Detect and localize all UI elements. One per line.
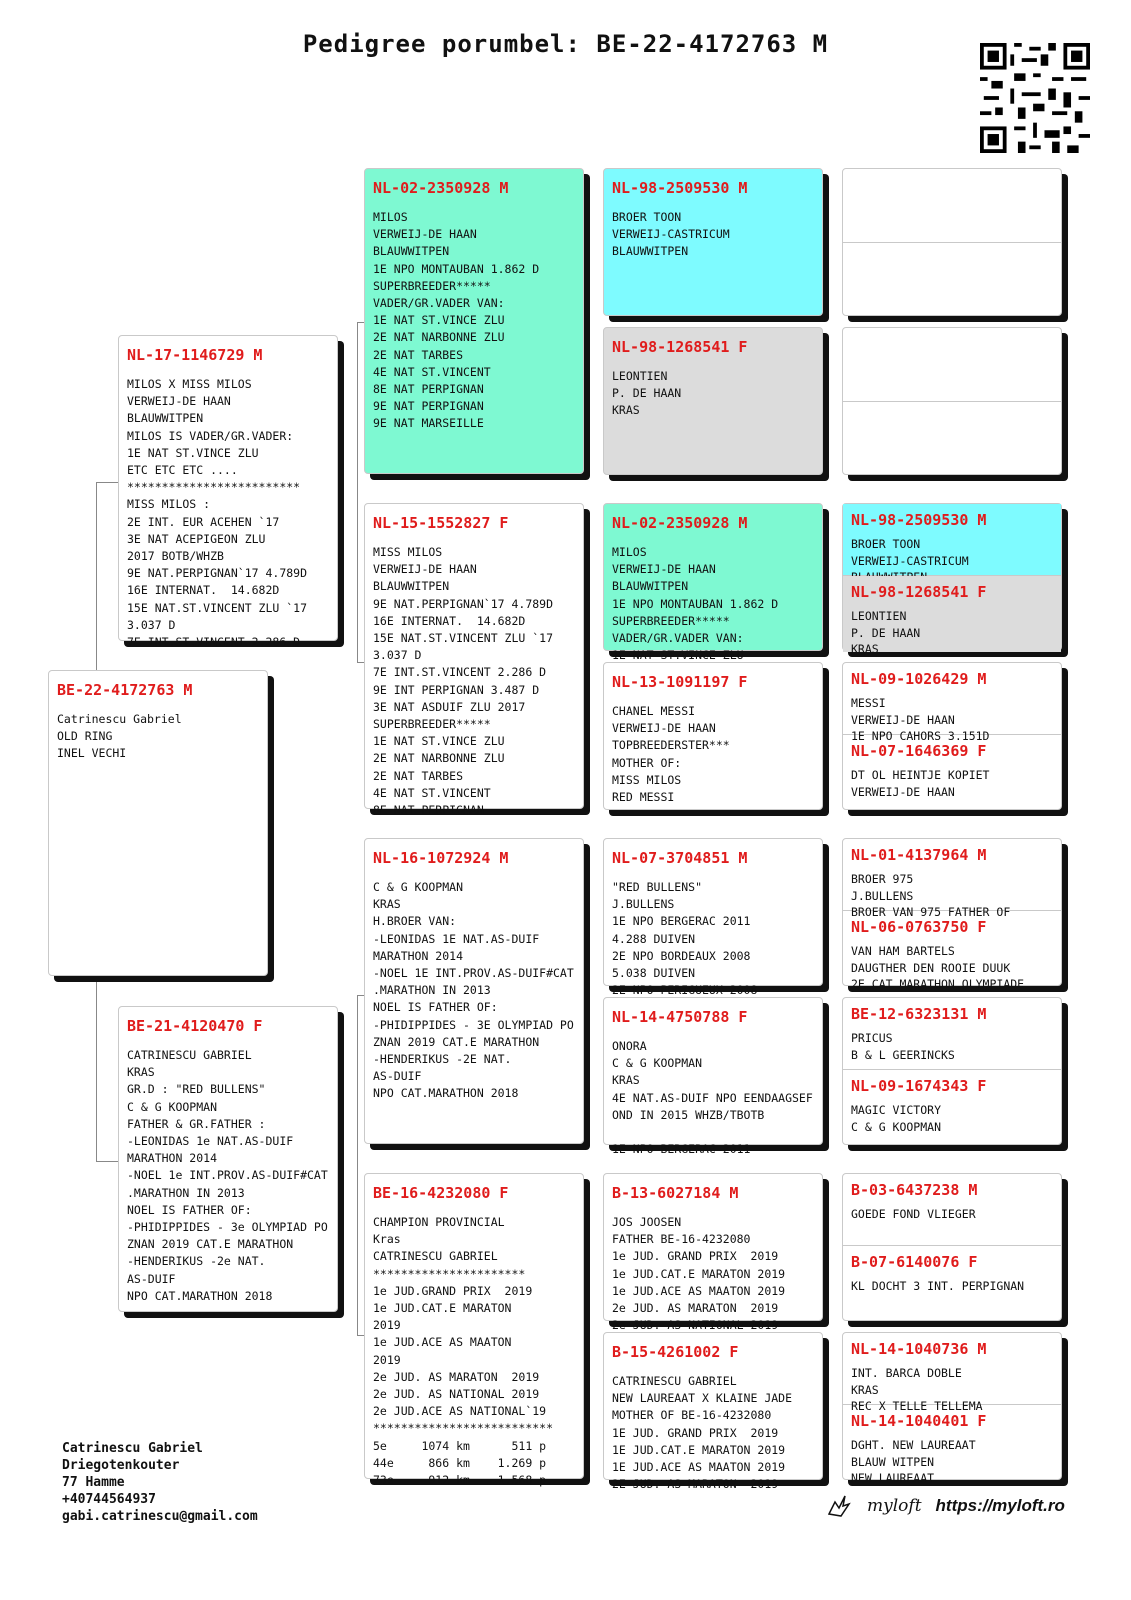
detail-line: VERWEIJ-DE HAAN xyxy=(851,712,955,727)
g4-6-bottom-ring-number: NL-09-1674343 F xyxy=(851,1077,987,1095)
detail-line: BLAUWWITPEN xyxy=(612,244,689,259)
detail-line: 3E NAT ASDUIF ZLU 2017 xyxy=(373,699,526,714)
g4-4-bottom xyxy=(843,735,1061,811)
g4-7-bottom-ring-number: B-07-6140076 F xyxy=(851,1253,978,1271)
detail-line: 1E JUD.ACE AS MAATON 2019 xyxy=(612,1460,786,1475)
great-grandparent-1-ring-number: NL-98-2509530 M xyxy=(612,179,748,197)
g4-4-bottom-ring-number: NL-07-1646369 F xyxy=(851,742,987,760)
g4-1-top xyxy=(843,169,1061,243)
detail-line: Catrinescu Gabriel xyxy=(62,1441,203,1456)
detail-line: GR.D : "RED BULLENS" xyxy=(127,1082,266,1097)
g4-3-bottom xyxy=(843,576,1061,656)
g4-7-top-ring-number: B-03-6437238 M xyxy=(851,1181,978,1199)
detail-line: 4E NAT ST.VINCENT xyxy=(373,364,491,379)
g4-2-top-details xyxy=(843,340,1061,342)
detail-line: VERWEIJ-DE HAAN xyxy=(612,721,716,736)
detail-line: SUPERBREEDER***** xyxy=(373,278,491,293)
great-grandparent-4-details xyxy=(604,699,822,806)
detail-line: 2E NAT NARBONNE ZLU xyxy=(373,751,505,766)
g4-7-bottom-details xyxy=(843,1276,1061,1295)
detail-line: -------------------------- xyxy=(127,1306,308,1321)
grandparent-2-ring-number: NL-15-1552827 F xyxy=(373,514,509,532)
detail-line: 8E NAT PERPIGNAN xyxy=(373,803,484,818)
grandparent-1-ring-number: NL-02-2350928 M xyxy=(373,179,509,197)
detail-line: DT OL HEINTJE KOPIET xyxy=(851,768,990,782)
detail-line: J.BULLENS xyxy=(612,897,675,912)
g4-box-2[interactable] xyxy=(842,327,1062,475)
detail-line: 1E NPO CAHORS 3.151D xyxy=(851,729,990,743)
detail-line: VERWEIJ-CASTRICUM xyxy=(612,227,730,242)
detail-line: 4.288 DUIVEN xyxy=(612,931,696,946)
detail-line: 2e JUD. AS MARATON 2019 xyxy=(612,1301,779,1316)
great-grandparent-5-details xyxy=(604,875,822,999)
grandparent-card-3[interactable] xyxy=(364,838,584,1144)
g4-box-5[interactable] xyxy=(842,838,1062,991)
detail-line: 1E JUD.CAT.E MARATON 2019 xyxy=(612,1442,786,1457)
detail-line: 1E NPO MONTAUBAN 1.862 D xyxy=(373,261,540,276)
detail-line: 1E NAT ST.VINCE ZLU xyxy=(127,445,259,460)
detail-line: ETC ETC ETC .... xyxy=(127,463,238,478)
detail-line: 9E NAT.PERPIGNAN`17 4.789D xyxy=(127,566,308,581)
g4-6-top-details xyxy=(843,1028,1061,1063)
g4-5-bottom-ring-number: NL-06-0763750 F xyxy=(851,918,987,936)
detail-line: -PHIDIPPIDES - 3E OLYMPIAD PO xyxy=(373,1017,574,1032)
g4-box-8[interactable] xyxy=(842,1332,1062,1485)
detail-line: BROER 975 xyxy=(851,872,914,886)
detail-line: OLD RING xyxy=(57,729,113,744)
detail-line: BLAUWWITPEN xyxy=(373,579,450,594)
dam-card[interactable] xyxy=(118,1006,338,1321)
detail-line: DAUGTHER DEN ROOIE DUUK xyxy=(851,960,1011,975)
detail-line: MESSI xyxy=(851,696,886,710)
detail-line: C & G KOOPMAN xyxy=(851,1119,942,1134)
detail-line: MISS MILOS xyxy=(612,772,682,787)
g4-8-top-ring-number: NL-14-1040736 M xyxy=(851,1340,987,1358)
detail-line: CATRINESCU GABRIEL xyxy=(373,1249,498,1264)
detail-line: SUPERBREEDER***** xyxy=(612,613,730,628)
detail-line: MOTHER OF: xyxy=(612,755,682,770)
detail-line: 7E INT.ST.VINCENT 2.286 D xyxy=(127,635,301,650)
detail-line: 1e JUD.ACE AS MAATON 2019 xyxy=(612,1283,786,1298)
detail-line: NEW LAUREAAT X KLAINE JADE xyxy=(612,1391,793,1406)
detail-line: CATRINESCU GABRIEL xyxy=(127,1048,252,1062)
g4-box-4[interactable] xyxy=(842,662,1062,810)
detail-line: 1E JUD. GRAND PRIX 2019 xyxy=(612,1425,779,1440)
grandparent-2-details xyxy=(365,540,583,819)
detail-line: BROER TOON xyxy=(612,210,682,224)
detail-line: MILOS xyxy=(373,210,408,224)
g4-box-1[interactable] xyxy=(842,168,1062,316)
great-grandparent-7-ring-number: B-13-6027184 M xyxy=(612,1184,739,1202)
detail-line: ZNAN 2019 CAT.E MARATHON xyxy=(127,1237,294,1252)
great-grandparent-card-5[interactable] xyxy=(603,838,823,998)
g4-2-bottom-details xyxy=(843,414,1061,416)
grandparent-1-details xyxy=(365,205,583,433)
detail-line: VERWEIJ-DE HAAN xyxy=(127,394,231,409)
g4-8-bottom xyxy=(843,1405,1061,1485)
great-grandparent-card-8[interactable] xyxy=(603,1332,823,1492)
detail-line: VERWEIJ-DE HAAN xyxy=(612,562,716,577)
detail-line: 1E NAT ST.VINCE ZLU xyxy=(373,734,505,749)
detail-line: 2E NPO PERIGUEUX 2008 xyxy=(612,983,758,998)
detail-line: RED MESSI xyxy=(612,790,675,805)
detail-line: 16E INTERNAT. 14.682D xyxy=(127,583,280,598)
detail-line: CHANEL MESSI xyxy=(612,704,696,718)
detail-line: CATRINESCU GABRIEL xyxy=(612,1374,737,1388)
g4-4-top xyxy=(843,663,1061,743)
detail-line: 2e JUD. AS MARATON 2019 xyxy=(373,1369,540,1384)
detail-line: -LEONIDAS 1e NAT.AS-DUIF xyxy=(127,1134,294,1149)
detail-line: 1E NAT ST.VINCE ZLU xyxy=(612,648,744,663)
detail-line: 1E NPO BERGERAC 2011 xyxy=(612,1142,751,1157)
detail-line: VAN HAM BARTELS xyxy=(851,944,955,958)
detail-line: INT. BARCA DOBLE xyxy=(851,1366,962,1380)
detail-line: 73e 912 km 1.568 p xyxy=(373,1473,547,1488)
detail-line: BROER TOON xyxy=(851,537,921,551)
detail-line: ************************* xyxy=(127,480,301,495)
sire-details xyxy=(119,372,337,651)
detail-line: -HENDERIKUS -2E NAT. xyxy=(373,1052,512,1067)
subject-card[interactable] xyxy=(48,670,268,976)
great-grandparent-6-details xyxy=(604,1034,822,1158)
detail-line: 1E NPO MONTAUBAN 1.862 D xyxy=(612,596,779,611)
detail-line: 8E NAT PERPIGNAN xyxy=(373,382,484,397)
detail-line: KRAS xyxy=(851,642,879,656)
detail-line: -PHIDIPPIDES - 3e OLYMPIAD PO xyxy=(127,1220,328,1235)
detail-line: KRAS xyxy=(612,403,640,418)
detail-line: C & G KOOPMAN xyxy=(127,1099,218,1114)
g4-box-3[interactable] xyxy=(842,503,1062,656)
detail-line: MILOS xyxy=(612,545,647,559)
grandparent-4-details xyxy=(365,1210,583,1489)
great-grandparent-card-1[interactable] xyxy=(603,168,823,316)
great-grandparent-4-ring-number: NL-13-1091197 F xyxy=(612,673,748,691)
pigeon-icon xyxy=(825,1492,853,1520)
detail-line: MILOS IS VADER/GR.VADER: xyxy=(127,428,294,443)
g4-box-7[interactable] xyxy=(842,1173,1062,1321)
g4-2-bottom xyxy=(843,402,1061,476)
detail-line: 2E NAT NARBONNE ZLU xyxy=(373,330,505,345)
detail-line: NOEL IS FATHER OF: xyxy=(127,1202,252,1217)
detail-line: B & L GEERINCKS xyxy=(851,1047,955,1062)
detail-line: 5e 1074 km 511 p xyxy=(373,1438,547,1453)
great-grandparent-card-7[interactable] xyxy=(603,1173,823,1333)
detail-line: INEL VECHI xyxy=(57,746,127,761)
detail-line: 7E INT.ST.VINCENT 2.286 D xyxy=(373,665,547,680)
detail-line: FATHER BE-16-4232080 xyxy=(612,1232,751,1247)
g4-1-top-details xyxy=(843,181,1061,183)
detail-line: gabi.catrinescu@gmail.com xyxy=(62,1509,258,1524)
owner-contact xyxy=(62,1440,258,1525)
grandparent-card-4[interactable] xyxy=(364,1173,584,1488)
detail-line: VADER/GR.VADER VAN: xyxy=(373,296,505,311)
detail-line: 5.038 DUIVEN xyxy=(612,966,696,981)
detail-line: -HENDERIKUS -2e NAT. xyxy=(127,1254,266,1269)
detail-line: 2E NAT TARBES xyxy=(373,347,464,362)
detail-line: KRAS xyxy=(127,1065,155,1080)
detail-line: DGHT. NEW LAUREAAT xyxy=(851,1438,976,1452)
detail-line: MARATHON 2014 xyxy=(373,948,464,963)
detail-line: VERWEIJ-DE HAAN xyxy=(373,227,477,242)
detail-line: 2E CAT MARATHON OLYMPIADE xyxy=(851,977,1025,991)
detail-line: J.BULLENS xyxy=(851,888,914,903)
great-grandparent-card-3[interactable] xyxy=(603,503,823,663)
detail-line: MAGIC VICTORY xyxy=(851,1103,942,1117)
detail-line: VERWEIJ-DE HAAN xyxy=(373,562,477,577)
detail-line: VERWEIJ-DE HAAN xyxy=(851,784,955,799)
great-grandparent-5-ring-number: NL-07-3704851 M xyxy=(612,849,748,867)
detail-line: NPO CAT.MARATHON 2018 xyxy=(127,1288,273,1303)
detail-line: P. DE HAAN xyxy=(851,625,921,640)
detail-line: BLAUWWITPEN xyxy=(373,244,450,259)
g4-8-top xyxy=(843,1333,1061,1413)
detail-line: ONORA xyxy=(612,1039,647,1053)
great-grandparent-7-details xyxy=(604,1210,822,1334)
detail-line: MISS MILOS : xyxy=(127,497,211,512)
detail-line: AS-DUIF xyxy=(127,1271,176,1286)
detail-line: KRAS xyxy=(851,1382,879,1397)
detail-line: "RED BULLENS" xyxy=(612,880,703,894)
g4-5-bottom xyxy=(843,911,1061,991)
grandparent-card-2[interactable] xyxy=(364,503,584,818)
detail-line: -NOEL 1E INT.PROV.AS-DUIF#CAT xyxy=(373,966,574,981)
detail-line: LEONTIEN xyxy=(612,369,668,383)
g4-6-bottom-details xyxy=(843,1100,1061,1135)
detail-line: 1e JUD.CAT.E MARATON 2019 xyxy=(612,1266,786,1281)
g4-2-bottom-ring-number xyxy=(843,402,1061,414)
g4-2-top-ring-number xyxy=(843,328,1061,340)
g4-5-bottom-details xyxy=(843,941,1061,993)
g4-7-top xyxy=(843,1174,1061,1246)
detail-line: NEW LAUREAAT xyxy=(851,1471,935,1485)
g4-4-top-ring-number: NL-09-1026429 M xyxy=(851,670,987,688)
g4-6-bottom xyxy=(843,1070,1061,1146)
detail-line: 4E NAT ST.VINCENT xyxy=(373,785,491,800)
detail-line: 1e JUD.GRAND PRIX 2019 xyxy=(373,1283,533,1298)
detail-line: H.BROER VAN: xyxy=(373,914,457,929)
detail-line: JOS JOOSEN xyxy=(612,1215,682,1229)
great-grandparent-8-ring-number: B-15-4261002 F xyxy=(612,1343,739,1361)
detail-line: VERWEIJ-CASTRICUM xyxy=(851,553,969,568)
detail-line: VADER/GR.VADER VAN: xyxy=(612,631,744,646)
detail-line: 3.037 D xyxy=(127,617,176,632)
g4-6-top-ring-number: BE-12-6323131 M xyxy=(851,1005,987,1023)
detail-line: 2e JUD. AS NATIONAL 2019 xyxy=(373,1387,540,1402)
great-grandparent-2-ring-number: NL-98-1268541 F xyxy=(612,338,748,356)
g4-1-bottom-details xyxy=(843,255,1061,257)
great-grandparent-1-details xyxy=(604,205,822,261)
great-grandparent-card-6[interactable] xyxy=(603,997,823,1157)
great-grandparent-card-4[interactable] xyxy=(603,662,823,810)
detail-line: .MARATHON IN 2013 xyxy=(373,983,491,998)
detail-line: OND IN 2015 WHZB/TBOTB xyxy=(612,1107,765,1122)
great-grandparent-8-details xyxy=(604,1369,822,1493)
detail-line: 16E INTERNAT. 14.682D xyxy=(373,613,526,628)
sire-card[interactable] xyxy=(118,335,338,650)
detail-line: -NOEL 1e INT.PROV.AS-DUIF#CAT xyxy=(127,1168,328,1183)
detail-line: 9E NAT PERPIGNAN xyxy=(373,399,484,414)
great-grandparent-card-2[interactable] xyxy=(603,327,823,475)
great-grandparent-2-details xyxy=(604,364,822,420)
detail-line: MISS MILOS xyxy=(373,545,443,559)
detail-line: ZNAN 2019 CAT.E MARATHON xyxy=(373,1034,540,1049)
detail-line: MILOS X MISS MILOS xyxy=(127,377,252,391)
g4-3-top xyxy=(843,504,1061,576)
detail-line: 1E NAT ST.VINCE ZLU xyxy=(373,313,505,328)
g4-5-top xyxy=(843,839,1061,919)
brand-footer xyxy=(825,1492,1065,1520)
detail-line: 15E NAT.ST.VINCENT ZLU `17 xyxy=(373,631,554,646)
g4-3-bottom-ring-number: NL-98-1268541 F xyxy=(851,583,987,601)
detail-line: PRICUS xyxy=(851,1031,893,1045)
detail-line: KRAS xyxy=(612,1073,640,1088)
detail-line: 77 Hamme xyxy=(62,1475,125,1490)
detail-line: BLAUW WITPEN xyxy=(851,1454,935,1469)
detail-line: MARATHON 2014 xyxy=(127,1151,218,1166)
detail-line: Catrinescu Gabriel xyxy=(57,712,182,726)
detail-line: 9E INT PERPIGNAN 3.487 D xyxy=(373,682,540,697)
detail-line: 2E JUD. AS MARATON 2019 xyxy=(612,1477,779,1492)
detail-line: NPO CAT.MARATHON 2018 xyxy=(373,1086,519,1101)
brand-url[interactable]: https://myloft.ro xyxy=(935,1496,1065,1515)
g4-8-bottom-details xyxy=(843,1435,1061,1487)
great-grandparent-6-ring-number: NL-14-4750788 F xyxy=(612,1008,748,1026)
detail-line: SUPERBREEDER***** xyxy=(373,717,491,732)
detail-line: 1e JUD. GRAND PRIX 2019 xyxy=(612,1249,779,1264)
detail-line: C & G KOOPMAN xyxy=(612,1056,703,1071)
detail-line: 9E NAT MARSEILLE xyxy=(373,416,484,431)
detail-line: KL DOCHT 3 INT. PERPIGNAN xyxy=(851,1279,1025,1293)
detail-line: MOTHER OF BE-16-4232080 xyxy=(612,1408,772,1423)
g4-7-bottom xyxy=(843,1246,1061,1322)
detail-line: LEONTIEN xyxy=(851,609,907,623)
detail-line: 15E NAT.ST.VINCENT ZLU `17 xyxy=(127,600,308,615)
detail-line: +40744564937 xyxy=(62,1492,156,1507)
detail-line: Driegotenkouter xyxy=(62,1458,180,1473)
detail-line: BLAUWWITPEN xyxy=(612,579,689,594)
detail-line: FATHER & GR.FATHER : xyxy=(127,1116,266,1131)
detail-line: 2E NPO BORDEAUX 2008 xyxy=(612,948,751,963)
detail-line: REC X TELLE TELLEMA xyxy=(851,1399,983,1413)
detail-line: 1e JUD.CAT.E MARATON xyxy=(373,1301,512,1316)
detail-line: 9E NAT.PERPIGNAN`17 4.789D xyxy=(373,596,554,611)
detail-line: KRAS xyxy=(373,897,401,912)
detail-line: 2e JUD. AS NATIONAL 2019 xyxy=(612,1318,779,1333)
detail-line: AS-DUIF xyxy=(373,1069,422,1084)
g4-1-bottom xyxy=(843,243,1061,317)
detail-line: 44e 866 km 1.269 p xyxy=(373,1455,547,1470)
dam-ring-number: BE-21-4120470 F xyxy=(127,1017,263,1035)
g4-8-bottom-ring-number: NL-14-1040401 F xyxy=(851,1412,987,1430)
qr-code-icon xyxy=(980,43,1090,153)
g4-3-top-ring-number: NL-98-2509530 M xyxy=(851,511,987,529)
sire-ring-number: NL-17-1146729 M xyxy=(127,346,263,364)
detail-line: 2E NAT TARBES xyxy=(373,768,464,783)
g4-1-bottom-ring-number xyxy=(843,243,1061,255)
detail-line: ********************** xyxy=(373,1266,526,1281)
detail-line: 3E NAT ACEPIGEON ZLU xyxy=(127,531,266,546)
g4-5-top-ring-number: NL-01-4137964 M xyxy=(851,846,987,864)
g4-3-bottom-details xyxy=(843,606,1061,658)
detail-line: 2017 BOTB/WHZB xyxy=(127,549,224,564)
g4-7-top-details xyxy=(843,1204,1061,1223)
detail-line xyxy=(612,1124,814,1141)
detail-line: 1E NPO BERGERAC 2011 xyxy=(612,914,751,929)
g4-1-top-ring-number xyxy=(843,169,1061,181)
detail-line: Kras xyxy=(373,1232,401,1247)
g4-box-6[interactable] xyxy=(842,997,1062,1145)
detail-line: 2e JUD.ACE AS NATIONAL`19 xyxy=(373,1404,547,1419)
subject-ring-number: BE-22-4172763 M xyxy=(57,681,193,699)
detail-line: C & G KOOPMAN xyxy=(373,880,464,894)
g4-6-top xyxy=(843,998,1061,1070)
brand-logo: myloft xyxy=(867,1496,922,1516)
detail-line: .MARATHON IN 2013 xyxy=(127,1185,245,1200)
detail-line: GOEDE FOND VLIEGER xyxy=(851,1207,976,1221)
dam-details xyxy=(119,1043,337,1322)
detail-line: 2E INT. EUR ACEHEN `17 xyxy=(127,514,280,529)
grandparent-4-ring-number: BE-16-4232080 F xyxy=(373,1184,509,1202)
great-grandparent-3-details xyxy=(604,540,822,664)
detail-line: 2019 xyxy=(373,1352,401,1367)
grandparent-3-details xyxy=(365,875,583,1103)
g4-4-bottom-details xyxy=(843,765,1061,800)
detail-line: ************************** xyxy=(373,1421,554,1436)
detail-line: P. DE HAAN xyxy=(612,386,682,401)
detail-line: TOPBREEDERSTER*** xyxy=(612,738,730,753)
page-title: Pedigree porumbel: BE-22-4172763 M xyxy=(302,30,829,58)
detail-line: BLAUWWITPEN xyxy=(127,411,204,426)
subject-details xyxy=(49,707,267,763)
detail-line: BROER VAN 975 FATHER OF xyxy=(851,905,1011,919)
detail-line: NOEL IS FATHER OF: xyxy=(373,1000,498,1015)
detail-line: -LEONIDAS 1E NAT.AS-DUIF xyxy=(373,931,540,946)
detail-line: 4E NAT.AS-DUIF NPO EENDAAGSEF xyxy=(612,1090,813,1105)
grandparent-3-ring-number: NL-16-1072924 M xyxy=(373,849,509,867)
grandparent-card-1[interactable] xyxy=(364,168,584,474)
detail-line: 3.037 D xyxy=(373,648,422,663)
detail-line: 2019 xyxy=(373,1318,401,1333)
great-grandparent-3-ring-number: NL-02-2350928 M xyxy=(612,514,748,532)
detail-line: CHAMPION PROVINCIAL xyxy=(373,1215,505,1229)
g4-2-top xyxy=(843,328,1061,402)
detail-line: 1e JUD.ACE AS MAATON xyxy=(373,1335,512,1350)
